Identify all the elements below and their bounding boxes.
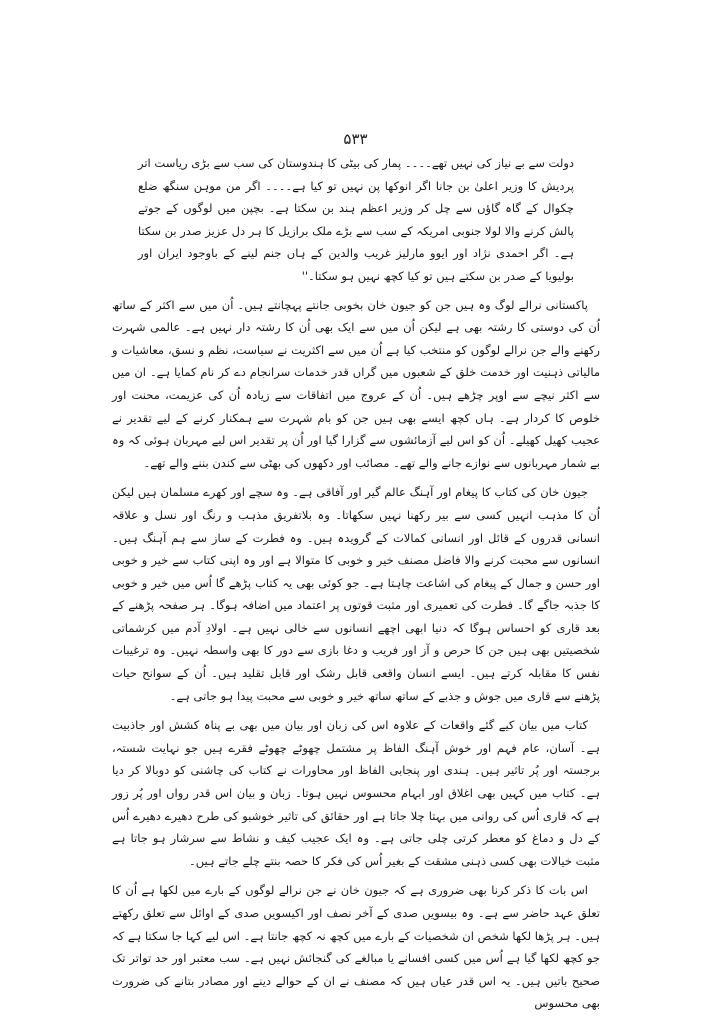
paragraph: اس بات کا ذکر کرنا بھی ضروری ہے کہ جیون خان نے جن نرالے لوگوں کے بارے میں لکھا ہے اُن کا تعلق عہد حاضر سے ہے۔ وہ بیسویں صدی کے آخر نصف اور اکیسویں صدی کے اوائل سے تعلق رکھتے ہیں۔ ہر پڑھا لکھا شخص ان شخصیات کے بارے میں کچھ نہ کچھ جانتا ہے۔ اس لیے کہا جا سکتا ہے کہ جو کچھ لکھا گیا ہے اُس میں کسی افسانے یا مبالغے کی گنجائش نہیں ہے۔ سب معتبر اور حد تواتر تک صحیح باتیں ہیں۔ یہ اس قدر عیاں ہیں کہ مصنف نے ان کے حوالے دینے اور مصادر بتانے کی ضرورت بھی محسوس — [112, 883, 600, 1011]
block-quote: دولت سے بے نیاز کی نہیں تھے۔۔۔۔ پمار کی بیٹی کا ہندوستان کی سب سے بڑی ریاست اتر پردیش کا وزیر اعلیٰ بن جانا اگر انوکھا پن نہیں تو کیا ہے۔۔۔۔ اگر من موہن سنگھ ضلع چکوال کے گاہ گاؤں سے چل کر وزیر اعظم ہند بن سکتا ہے۔ بچپن میں لوگوں کے جوتے پالش کرنے والا لولا جنوبی امریکہ کے سب سے بڑے ملک برازیل کا ہر دل عزیز صدر بن سکتا ہے۔ اگر احمدی نژاد اور ایوو مارلیز غریب والدین کے ہاں جنم لینے کے باوجود ایران اور بولیویا کے صدر بن سکتے ہیں تو کیا کچھ نہیں ہو سکتا۔'' — [138, 156, 574, 283]
paragraph: جیون خان کی کتاب کا پیغام اور آہنگ عالم گیر اور آفاقی ہے۔ وہ سچے اور کھرے مسلمان ہیں لیکن اُن کا مذہب انہیں کسی سے بیر رکھنا نہیں سکھاتا۔ وہ بلاتفریق مذہب و رنگ اور نسل و علاقہ انسانی قدروں کے قائل اور انسانی کمالات کے گرویدہ ہیں۔ وہ فطرت کے ساز سے ہم آہنگ ہیں۔ انسانوں سے محبت کرنے والا فاضل مصنف خیر و خوبی کا متوالا ہے اور وہ اپنی کتاب سے خیر و خوبی اور حسن و جمال کے پیغام کی اشاعت چاہتا ہے۔ جو کوئی بھی یہ کتاب پڑھے گا اُس میں خیر و خوبی کا جذبہ جاگے گا۔ فطرت کی تعمیری اور مثبت قوتوں پر اعتماد میں اضافہ ہوگا۔ ہر صفحہ پڑھنے کے بعد قاری کو احساس ہوگا کہ دنیا ابھی اچھے انسانوں سے خالی نہیں ہے۔ اولادِ آدم میں کرشماتی شخصیتیں بھی ہیں جن کا حرص و آز اور فریب و دغا بازی سے دور کا بھی واسطہ نہیں۔ وہ ترغیبات نفس کا مقابلہ کرتے ہیں۔ ایسے انسان واقعی قابل رشک اور قابل تقلید ہیں۔ اُن کے سوانح حیات پڑھنے سے قاری میں جوش و جذبے کے ساتھ ساتھ خیر و خوبی سے محبت پیدا ہو جاتی ہے۔ — [112, 485, 600, 703]
paragraph: کتاب میں بیان کیے گئے واقعات کے علاوہ اس کی زبان اور بیان میں بھی بے پناہ کشش اور جاذبیت ہے۔ آسان، عام فہم اور خوش آہنگ الفاظ پر مشتمل چھوٹے چھوٹے فقرے ہیں جو نہایت شستہ، برجستہ اور پُر تاثیر ہیں۔ ہندی اور پنجابی الفاظ اور محاورات نے کتاب کی چاشنی کو دوبالا کر دیا ہے۔ کتاب میں کہیں بھی اغلاق اور ابہام محسوس نہیں ہوتا۔ زبان و بیان اس قدر رواں اور پُر زور ہے کہ قاری اُس کی روانی میں بہتا چلا جاتا ہے اور حقائق کی تاثیر خوشبو کی طرح دھیرے دھیرے اُس کے دل و دماغ کو معطر کرتی چلی جاتی ہے۔ وہ ایک عجیب کیف و نشاط سے سرشار ہو جاتا ہے مثبت خیالات بھی کسی ذہنی مشقت کے بغیر اُس کی فکر کا حصہ بنتے چلے جاتے ہیں۔ — [112, 718, 600, 868]
paragraph: پاکستانی نرالے لوگ وہ ہیں جن کو جیون خان بخوبی جانتے پہچانتے ہیں۔ اُن میں سے اکثر کے ساتھ اُن کی دوستی کا رشتہ بھی ہے لیکن اُن میں سے ایک بھی اُن کا رشتہ دار نہیں ہے۔ عالمی شہرت رکھنے والے جن نرالے لوگوں کو منتخب کیا ہے اُن میں سے اکثریت نے سیاست، نظم و نسق، معاشیات و مالیاتی ذہنیت اور خدمت خلق کے شعبوں میں گراں قدر خدمات سرانجام دے کر نام کمایا ہے۔ ان میں سے اکثر نیچے سے اوپر چڑھے ہیں۔ اُن کے عروج میں اتفاقات سے زیادہ اُن کی عزیمت، محنت اور خلوص کا کردار ہے۔ ہاں کچھ ایسے بھی ہیں جن کو بام شہرت سے ہمکنار کرنے کے لیے تقدیر نے عجیب کھیل کھیلے۔ اُن کو اس لیے آزمائشوں سے گزارا گیا اور اُن پر تقدیر اس لیے مہربان ہوئی کہ وہ بے شمار مہربانوں سے نوازے جانے والے تھے۔ مصائب اور دکھوں کی بھٹی سے کندن بننے والے تھے۔ — [112, 297, 600, 470]
page-body — [112, 152, 600, 1022]
page-number: ۵۳۳ — [343, 130, 368, 148]
